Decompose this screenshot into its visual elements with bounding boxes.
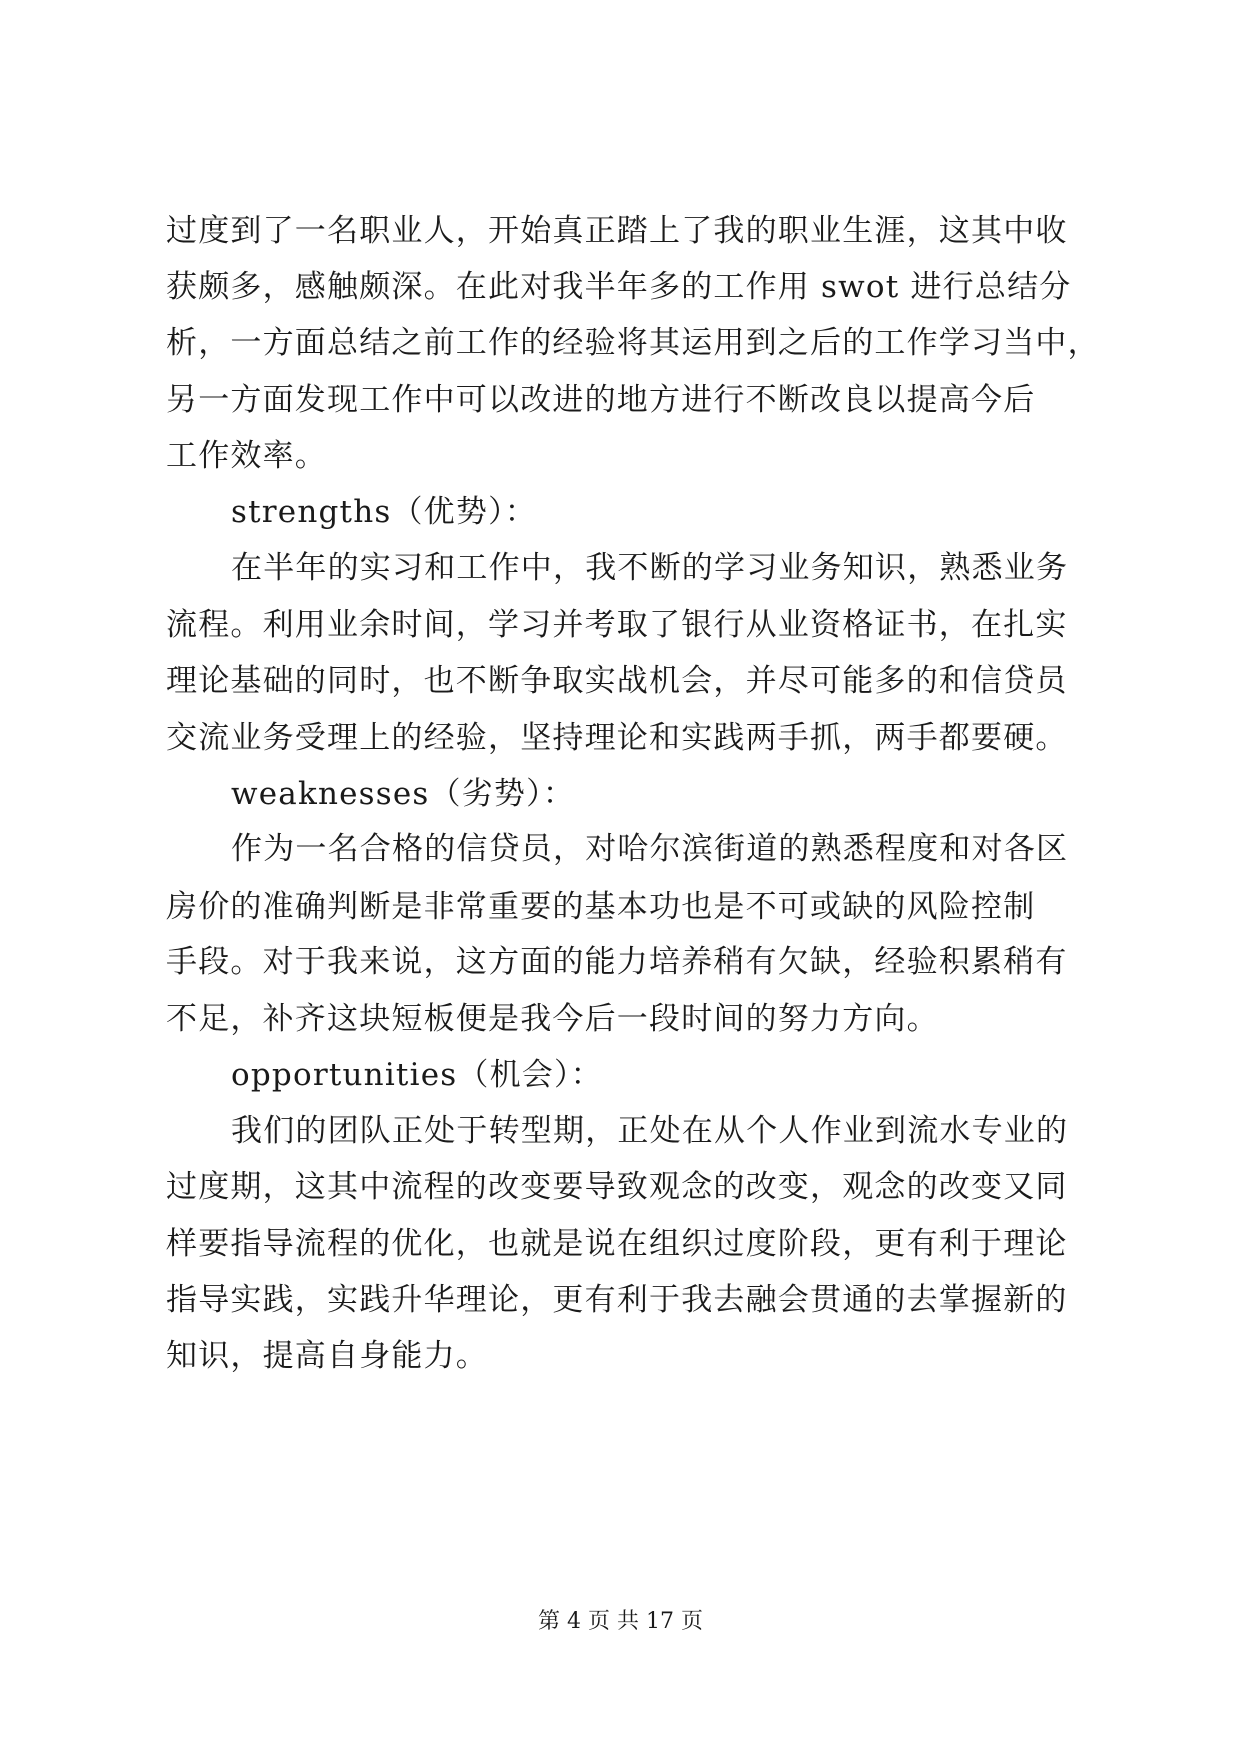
paragraph-line: 交流业务受理上的经验，坚持理论和实践两手抓，两手都要硬。 <box>166 720 1068 756</box>
paragraph-line: 工作效率。 <box>166 438 327 474</box>
paragraph-line: 样要指导流程的优化，也就是说在组织过度阶段，更有利于理论 <box>166 1226 1068 1262</box>
paragraph-line: 我们的团队正处于转型期，正处在从个人作业到流水专业的 <box>231 1113 1069 1149</box>
paragraph-line: 过度期，这其中流程的改变要导致观念的改变，观念的改变又同 <box>166 1169 1068 1205</box>
paragraph-line: 另一方面发现工作中可以改进的地方进行不断改良以提高今后 <box>166 382 1036 418</box>
paragraph-line: 不足，补齐这块短板便是我今后一段时间的努力方向。 <box>166 1001 939 1037</box>
paragraph-line: 在半年的实习和工作中，我不断的学习业务知识，熟悉业务 <box>231 550 1069 586</box>
paragraph-line: 获颇多，感触颇深。在此对我半年多的工作用 swot 进行总结分 <box>166 269 1072 305</box>
paragraph-line: 理论基础的同时，也不断争取实战机会，并尽可能多的和信贷员 <box>166 663 1068 699</box>
section-heading-opportunities: opportunities（机会）： <box>231 1057 603 1093</box>
section-heading-strengths: strengths（优势）： <box>231 494 537 530</box>
paragraph-line: 知识，提高自身能力。 <box>166 1338 488 1374</box>
paragraph-line: 析，一方面总结之前工作的经验将其运用到之后的工作学习当中， <box>166 325 1100 361</box>
paragraph-line: 手段。对于我来说，这方面的能力培养稍有欠缺，经验积累稍有 <box>166 944 1068 980</box>
section-heading-weaknesses: weaknesses（劣势）： <box>231 776 576 812</box>
paragraph-line: 作为一名合格的信贷员，对哈尔滨街道的熟悉程度和对各区 <box>231 831 1069 867</box>
paragraph-line: 指导实践，实践升华理论，更有利于我去融会贯通的去掌握新的 <box>166 1282 1068 1318</box>
paragraph-line: 流程。利用业余时间，学习并考取了银行从业资格证书，在扎实 <box>166 607 1068 643</box>
paragraph-line: 房价的准确判断是非常重要的基本功也是不可或缺的风险控制 <box>166 889 1036 925</box>
page-number-footer: 第 4 页 共 17 页 <box>538 1609 703 1634</box>
paragraph-line: 过度到了一名职业人，开始真正踏上了我的职业生涯，这其中收 <box>166 213 1068 249</box>
